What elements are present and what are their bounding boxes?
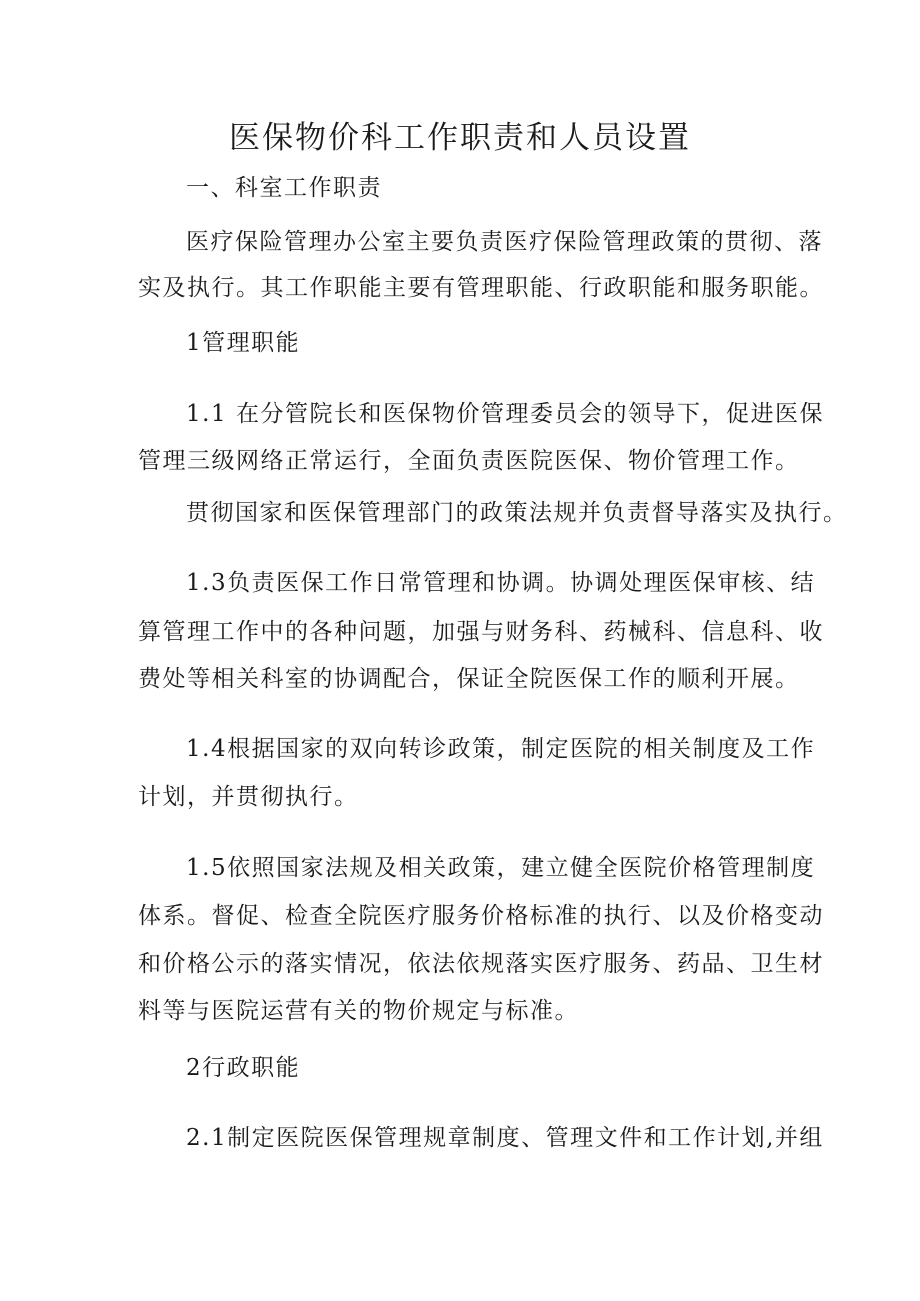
item-1-4-line: 1.4根据国家的双向转诊政策，制定医院的相关制度及工作 xyxy=(186,736,816,762)
item-1-1-line: 管理三级网络正常运行，全面负责医院医保、物价管理工作。 xyxy=(138,448,800,474)
item-1-1-line: 在分管院长和医保物价管理委员会的领导下，促进医保 xyxy=(236,401,824,427)
subsection-heading: 1管理职能 xyxy=(186,330,301,356)
item-1-5-line: 料等与医院运营有关的物价规定与标准。 xyxy=(138,998,579,1024)
item-2-1-line: 2.1制定医院医保管理规章制度、管理文件和工作计划,并组 xyxy=(186,1125,824,1151)
intro-line: 实及执行。其工作职能主要有管理职能、行政职能和服务职能。 xyxy=(138,275,824,301)
subsection-heading: 2行政职能 xyxy=(186,1055,301,1081)
intro-line: 医疗保险管理办公室主要负责医疗保险管理政策的贯彻、落 xyxy=(186,229,823,255)
item-1-2-line: 贯彻国家和医保管理部门的政策法规并负责督导落实及执行。 xyxy=(186,500,848,526)
item-1-3-line: 1.3负责医保工作日常管理和协调。协调处理医保审核、结 xyxy=(186,570,816,596)
item-1-4-line: 计划，并贯彻执行。 xyxy=(138,784,359,810)
item-1-5-line: 体系。督促、检查全院医疗服务价格标准的执行、以及价格变动 xyxy=(138,903,824,929)
item-1-5-line: 1.5依照国家法规及相关政策，建立健全医院价格管理制度 xyxy=(186,855,816,881)
item-1-3-line: 费处等相关科室的协调配合，保证全院医保工作的顺利开展。 xyxy=(138,666,800,692)
item-1-3-line: 算管理工作中的各种问题，加强与财务科、药械科、信息科、收 xyxy=(138,619,824,645)
section-heading: 一、科室工作职责 xyxy=(186,175,382,201)
item-1-5-line: 和价格公示的落实情况，依法依规落实医疗服务、药品、卫生材 xyxy=(138,951,824,977)
page-title: 医保物价科工作职责和人员设置 xyxy=(229,120,691,156)
item-1-1-number: 1.1 xyxy=(186,401,228,427)
